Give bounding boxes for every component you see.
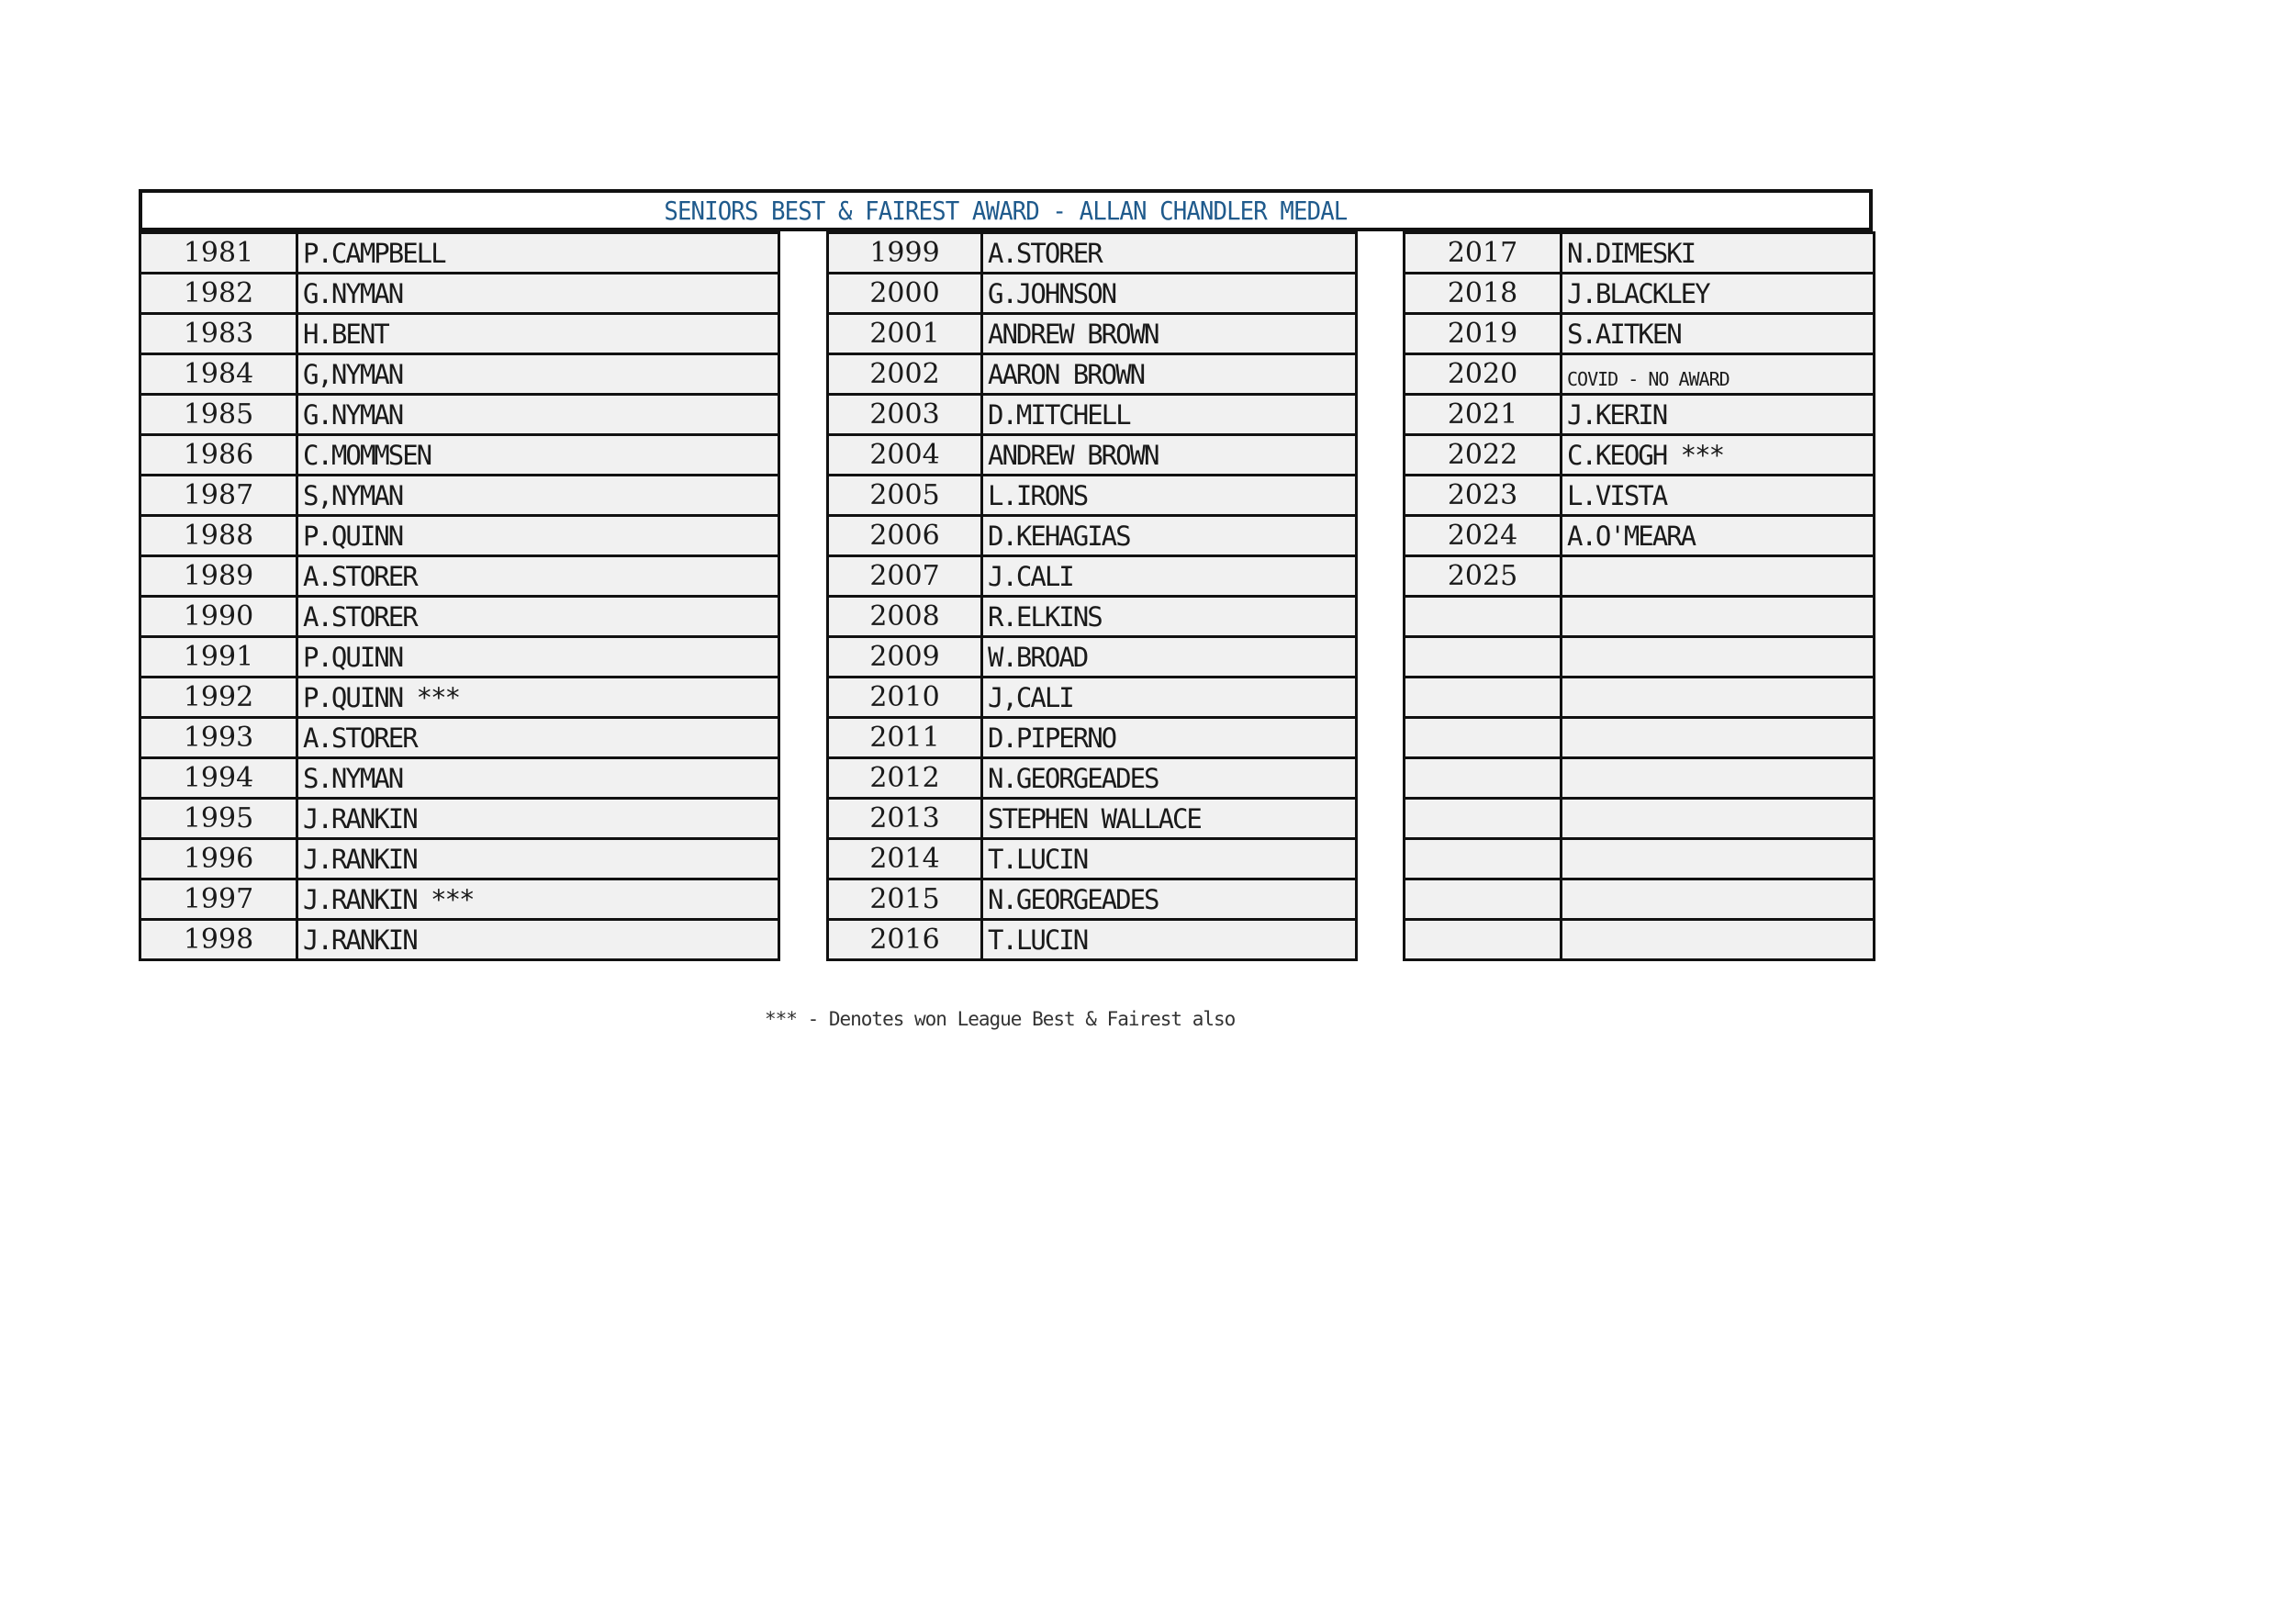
winner-name: H.BENT <box>303 318 388 350</box>
table-row <box>1405 597 1875 637</box>
year-cell[interactable]: 2003 <box>828 395 982 435</box>
year-cell[interactable] <box>1405 678 1562 718</box>
winner-cell[interactable] <box>297 435 779 476</box>
winner-cell[interactable] <box>982 274 1357 314</box>
year-cell[interactable] <box>1405 718 1562 758</box>
winner-cell[interactable] <box>982 879 1357 920</box>
table-row <box>140 395 779 435</box>
year-cell[interactable]: 1981 <box>140 233 297 274</box>
year-cell[interactable]: 2017 <box>1405 233 1562 274</box>
year-cell[interactable]: 2013 <box>828 799 982 839</box>
table-row <box>140 597 779 637</box>
winner-cell[interactable] <box>297 597 779 637</box>
winner-name: G.NYMAN <box>303 398 403 431</box>
table-title-bar <box>139 189 1873 231</box>
table-row <box>140 274 779 314</box>
table-row <box>1405 758 1875 799</box>
table-row <box>828 718 1357 758</box>
winner-name: J.RANKIN <box>303 802 417 834</box>
winner-name: T.LUCIN <box>988 843 1088 875</box>
table-row <box>828 274 1357 314</box>
table-row <box>140 758 779 799</box>
year-cell[interactable] <box>1405 839 1562 879</box>
winner-name: A.STORER <box>303 600 417 633</box>
winner-cell[interactable] <box>982 435 1357 476</box>
table-row <box>140 718 779 758</box>
winner-cell[interactable] <box>982 758 1357 799</box>
table-row <box>828 637 1357 678</box>
winner-cell[interactable] <box>297 516 779 556</box>
year-cell[interactable]: 1987 <box>140 476 297 516</box>
winner-cell[interactable] <box>1562 314 1875 354</box>
table-row <box>1405 879 1875 920</box>
winner-cell[interactable] <box>1562 556 1875 597</box>
table-row <box>828 839 1357 879</box>
year-cell[interactable]: 2000 <box>828 274 982 314</box>
winner-name: N.GEORGEADES <box>988 883 1159 915</box>
year-cell[interactable]: 2024 <box>1405 516 1562 556</box>
table-row <box>140 839 779 879</box>
winner-cell[interactable] <box>1562 435 1875 476</box>
winner-name: P.QUINN *** <box>303 681 460 713</box>
table-row <box>140 516 779 556</box>
table-row <box>140 233 779 274</box>
year-cell[interactable]: 1995 <box>140 799 297 839</box>
table-row <box>828 395 1357 435</box>
table-row <box>828 556 1357 597</box>
table-row <box>828 476 1357 516</box>
year-cell[interactable]: 2025 <box>1405 556 1562 597</box>
awards-column-1999-2016 <box>826 231 1358 961</box>
table-row <box>1405 274 1875 314</box>
year-cell[interactable]: 2004 <box>828 435 982 476</box>
winner-cell[interactable] <box>297 556 779 597</box>
winner-name: D.MITCHELL <box>988 398 1130 431</box>
table-row <box>828 516 1357 556</box>
winner-name: R.ELKINS <box>988 600 1102 633</box>
table-row <box>828 678 1357 718</box>
table-row <box>140 799 779 839</box>
year-cell[interactable]: 1991 <box>140 637 297 678</box>
year-cell[interactable] <box>1405 758 1562 799</box>
winner-name: G.JOHNSON <box>988 277 1116 309</box>
table-row <box>1405 839 1875 879</box>
winner-name: C.MOMMSEN <box>303 439 431 471</box>
winner-cell[interactable] <box>1562 879 1875 920</box>
year-cell[interactable]: 1994 <box>140 758 297 799</box>
winner-cell[interactable] <box>1562 516 1875 556</box>
table-row <box>140 556 779 597</box>
table-row <box>1405 435 1875 476</box>
winner-cell[interactable] <box>297 799 779 839</box>
table-row <box>140 435 779 476</box>
winner-name: S,NYMAN <box>303 479 403 511</box>
winner-cell[interactable] <box>1562 637 1875 678</box>
winner-cell[interactable] <box>982 718 1357 758</box>
footnote: *** - Denotes won League Best & Fairest also <box>765 1008 1236 1030</box>
winner-name: J.RANKIN <box>303 843 417 875</box>
winner-cell[interactable] <box>297 395 779 435</box>
year-cell[interactable]: 2010 <box>828 678 982 718</box>
year-cell[interactable]: 1998 <box>140 920 297 960</box>
winner-name: L.IRONS <box>988 479 1088 511</box>
winner-cell[interactable] <box>1562 395 1875 435</box>
year-cell[interactable]: 1996 <box>140 839 297 879</box>
table-title: SENIORS BEST & FAIREST AWARD - ALLAN CHANDLER MEDAL <box>664 195 1348 226</box>
year-cell[interactable] <box>1405 637 1562 678</box>
table-row <box>828 879 1357 920</box>
winner-name: T.LUCIN <box>988 924 1088 956</box>
table-row <box>1405 556 1875 597</box>
winner-name: COVID - NO AWARD <box>1567 367 1730 390</box>
winner-cell[interactable] <box>982 476 1357 516</box>
winner-name: A.STORER <box>303 722 417 754</box>
table-row <box>1405 233 1875 274</box>
winner-name: J,CALI <box>988 681 1073 713</box>
table-row <box>140 314 779 354</box>
winner-name: G.NYMAN <box>303 277 403 309</box>
year-cell[interactable]: 2008 <box>828 597 982 637</box>
table-row <box>1405 516 1875 556</box>
year-cell[interactable]: 1985 <box>140 395 297 435</box>
table-row <box>1405 354 1875 395</box>
winner-cell[interactable] <box>1562 233 1875 274</box>
winner-name: A.O'MEARA <box>1567 520 1696 552</box>
winner-name: AARON BROWN <box>988 358 1145 390</box>
winner-name: S.NYMAN <box>303 762 403 794</box>
winner-cell[interactable] <box>297 718 779 758</box>
table-row <box>140 476 779 516</box>
winner-cell[interactable] <box>297 920 779 960</box>
winner-cell[interactable] <box>1562 476 1875 516</box>
winner-cell[interactable] <box>982 678 1357 718</box>
year-cell[interactable]: 2015 <box>828 879 982 920</box>
table-row <box>828 597 1357 637</box>
winner-name: A.STORER <box>988 237 1102 269</box>
winner-cell[interactable] <box>982 597 1357 637</box>
winner-cell[interactable] <box>982 395 1357 435</box>
winner-name: J.RANKIN <box>303 924 417 956</box>
table-row <box>1405 799 1875 839</box>
winner-cell[interactable] <box>982 920 1357 960</box>
winner-cell[interactable] <box>297 678 779 718</box>
year-cell[interactable]: 2001 <box>828 314 982 354</box>
year-cell[interactable]: 2012 <box>828 758 982 799</box>
winner-cell[interactable] <box>297 274 779 314</box>
year-cell[interactable]: 2016 <box>828 920 982 960</box>
year-cell[interactable] <box>1405 920 1562 960</box>
table-row <box>140 678 779 718</box>
awards-column-1981-1998 <box>139 231 780 961</box>
winner-name: J.CALI <box>988 560 1073 592</box>
winner-name: C.KEOGH *** <box>1567 439 1724 471</box>
winner-cell[interactable] <box>297 233 779 274</box>
winner-cell[interactable] <box>982 233 1357 274</box>
year-cell[interactable]: 2021 <box>1405 395 1562 435</box>
table-row <box>140 354 779 395</box>
winner-cell[interactable] <box>1562 678 1875 718</box>
winner-name: P.CAMPBELL <box>303 237 445 269</box>
winner-cell[interactable] <box>982 354 1357 395</box>
winner-name: P.QUINN <box>303 520 403 552</box>
winner-name: N.GEORGEADES <box>988 762 1159 794</box>
winner-cell[interactable] <box>1562 758 1875 799</box>
year-cell[interactable]: 1993 <box>140 718 297 758</box>
year-cell[interactable]: 1982 <box>140 274 297 314</box>
winner-cell[interactable] <box>1562 274 1875 314</box>
winner-cell[interactable] <box>1562 839 1875 879</box>
year-cell[interactable]: 2018 <box>1405 274 1562 314</box>
table-row <box>1405 678 1875 718</box>
year-cell[interactable]: 2011 <box>828 718 982 758</box>
winner-name: J.BLACKLEY <box>1567 277 1709 309</box>
year-cell[interactable]: 2022 <box>1405 435 1562 476</box>
year-cell[interactable]: 1990 <box>140 597 297 637</box>
year-cell[interactable] <box>1405 879 1562 920</box>
year-cell[interactable]: 2002 <box>828 354 982 395</box>
winner-cell[interactable] <box>297 637 779 678</box>
year-cell[interactable]: 2019 <box>1405 314 1562 354</box>
winner-name: W.BROAD <box>988 641 1088 673</box>
year-cell[interactable]: 1984 <box>140 354 297 395</box>
winner-cell[interactable] <box>982 839 1357 879</box>
winner-name: ANDREW BROWN <box>988 318 1159 350</box>
year-cell[interactable]: 2007 <box>828 556 982 597</box>
table-row <box>140 879 779 920</box>
year-cell[interactable]: 2014 <box>828 839 982 879</box>
year-cell[interactable]: 1986 <box>140 435 297 476</box>
winner-name: L.VISTA <box>1567 479 1667 511</box>
winner-cell[interactable] <box>297 879 779 920</box>
table-row <box>828 354 1357 395</box>
table-row <box>828 920 1357 960</box>
winner-cell[interactable] <box>982 516 1357 556</box>
winner-name: ANDREW BROWN <box>988 439 1159 471</box>
winner-cell[interactable] <box>1562 597 1875 637</box>
winner-cell[interactable] <box>982 314 1357 354</box>
year-cell[interactable]: 1983 <box>140 314 297 354</box>
year-cell[interactable]: 1997 <box>140 879 297 920</box>
table-row <box>1405 476 1875 516</box>
winner-name: N.DIMESKI <box>1567 237 1696 269</box>
winner-cell[interactable] <box>297 758 779 799</box>
year-cell[interactable] <box>1405 597 1562 637</box>
winner-cell[interactable] <box>1562 354 1875 395</box>
winner-cell[interactable] <box>1562 920 1875 960</box>
year-cell[interactable] <box>1405 799 1562 839</box>
table-row <box>140 920 779 960</box>
winner-cell[interactable] <box>1562 718 1875 758</box>
table-row <box>828 314 1357 354</box>
table-row <box>1405 920 1875 960</box>
winner-name: STEPHEN WALLACE <box>988 802 1201 834</box>
winner-name: D.PIPERNO <box>988 722 1116 754</box>
table-row <box>828 799 1357 839</box>
winner-name: D.KEHAGIAS <box>988 520 1130 552</box>
winner-name: G,NYMAN <box>303 358 403 390</box>
winner-name: S.AITKEN <box>1567 318 1681 350</box>
winner-cell[interactable] <box>982 799 1357 839</box>
winner-name: P.QUINN <box>303 641 403 673</box>
table-row <box>140 637 779 678</box>
winner-cell[interactable] <box>1562 799 1875 839</box>
year-cell[interactable]: 2006 <box>828 516 982 556</box>
winner-name: J.KERIN <box>1567 398 1667 431</box>
year-cell[interactable]: 1989 <box>140 556 297 597</box>
awards-column-2017-onward <box>1403 231 1875 961</box>
year-cell[interactable]: 2020 <box>1405 354 1562 395</box>
winner-cell[interactable] <box>982 637 1357 678</box>
winner-cell[interactable] <box>297 476 779 516</box>
table-row <box>828 435 1357 476</box>
table-row <box>828 233 1357 274</box>
winner-cell[interactable] <box>297 839 779 879</box>
table-row <box>828 758 1357 799</box>
year-cell[interactable]: 1988 <box>140 516 297 556</box>
winner-cell[interactable] <box>982 556 1357 597</box>
winner-cell[interactable] <box>297 314 779 354</box>
year-cell[interactable]: 2009 <box>828 637 982 678</box>
table-row <box>1405 718 1875 758</box>
table-row <box>1405 314 1875 354</box>
table-row <box>1405 395 1875 435</box>
year-cell[interactable]: 1999 <box>828 233 982 274</box>
winner-cell[interactable] <box>297 354 779 395</box>
year-cell[interactable]: 1992 <box>140 678 297 718</box>
year-cell[interactable]: 2023 <box>1405 476 1562 516</box>
year-cell[interactable]: 2005 <box>828 476 982 516</box>
winner-name: J.RANKIN *** <box>303 883 474 915</box>
table-row <box>1405 637 1875 678</box>
winner-name: A.STORER <box>303 560 417 592</box>
